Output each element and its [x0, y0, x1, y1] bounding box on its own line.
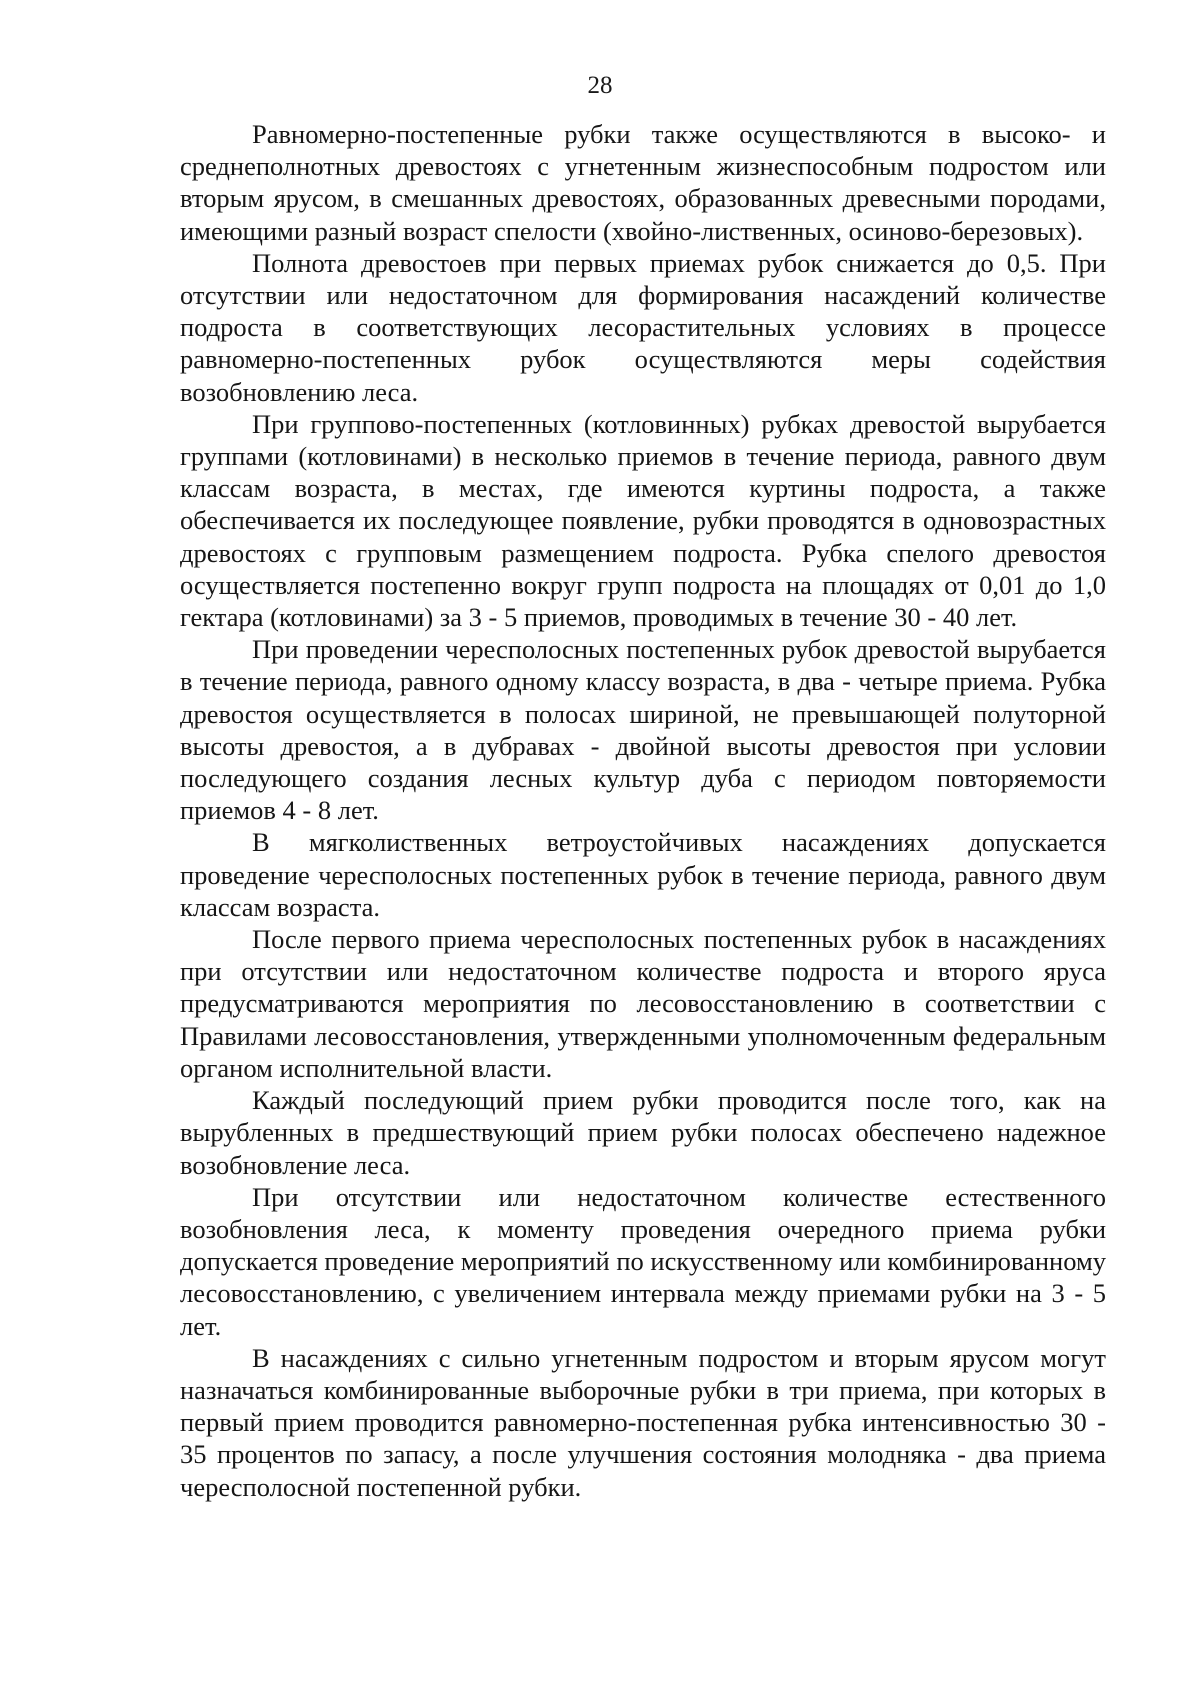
paragraph-2: Полнота древостоев при первых приемах рубок снижается до 0,5. При отсутствии или недостаточном для формирования насаждений количестве подроста в соответствующих лесорастительных условиях в процессе равномерно-постепенных рубок осуществляются меры содействия возобновлению леса. [180, 247, 1106, 407]
paragraph-7: Каждый последующий прием рубки проводится после того, как на вырубленных в предшествующий прием рубки полосах обеспечено надежное возобновление леса. [180, 1085, 1106, 1180]
paragraph-8: При отсутствии или недостаточном количестве естественного возобновления леса, к моменту проведения очередного приема рубки допускается проведение мероприятий по искусственному или комбинированному лесовосстановлению, с увеличением интервала между приемами рубки на 3 - 5 лет. [180, 1181, 1106, 1341]
paragraph-4: При проведении чересполосных постепенных рубок древостой вырубается в течение периода, равного одному классу возраста, в два - четыре приема. Рубка древостоя осуществляется в полосах шириной, не превышающей полуторной высоты древостоя, а в дубравах - двойной высоты древостоя при условии последующего создания лесных культур дуба с периодом повторяемости приемов 4 - 8 лет. [180, 634, 1106, 826]
paragraph-9: В насаждениях с сильно угнетенным подростом и вторым ярусом могут назначаться комбинированные выборочные рубки в три приема, при которых в первый прием проводится равномерно-постепенная рубка интенсивностью 30 - 35 процентов по запасу, а после улучшения состояния молодняка - два приема чересполосной постепенной рубки. [180, 1342, 1106, 1502]
paragraph-6: После первого приема чересполосных постепенных рубок в насаждениях при отсутствии или недостаточном количестве подроста и второго яруса предусматриваются мероприятия по лесовосстановлению в соответствии с Правилами лесовосстановления, утвержденными уполномоченным федеральным органом исполнительной власти. [180, 924, 1106, 1083]
page-number: 28 [587, 72, 613, 99]
paragraph-5: В мягколиственных ветроустойчивых насаждениях допускается проведение чересполосных постепенных рубок в течение периода, равного двум классам возраста. [180, 827, 1106, 922]
document-body [180, 118, 1106, 1503]
paragraph-1: Равномерно-постепенные рубки также осуществляются в высоко- и среднеполнотных древостоях с угнетенным жизнеспособным подростом или вторым ярусом, в смешанных древостоях, образованных древесными породами, имеющими разный возраст спелости (хвойно-лиственных, осиново-березовых). [180, 119, 1106, 246]
paragraph-3: При группово-постепенных (котловинных) рубках древостой вырубается группами (котловинами) в несколько приемов в течение периода, равного двум классам возраста, в местах, где имеются куртины подроста, а также обеспечивается их последующее появление, рубки проводятся в одновозрастных древостоях с групповым размещением подроста. Рубка спелого древостоя осуществляется постепенно вокруг групп подроста на площадях от 0,01 до 1,0 гектара (котловинами) за 3 - 5 приемов, проводимых в течение 30 - 40 лет. [180, 408, 1106, 633]
